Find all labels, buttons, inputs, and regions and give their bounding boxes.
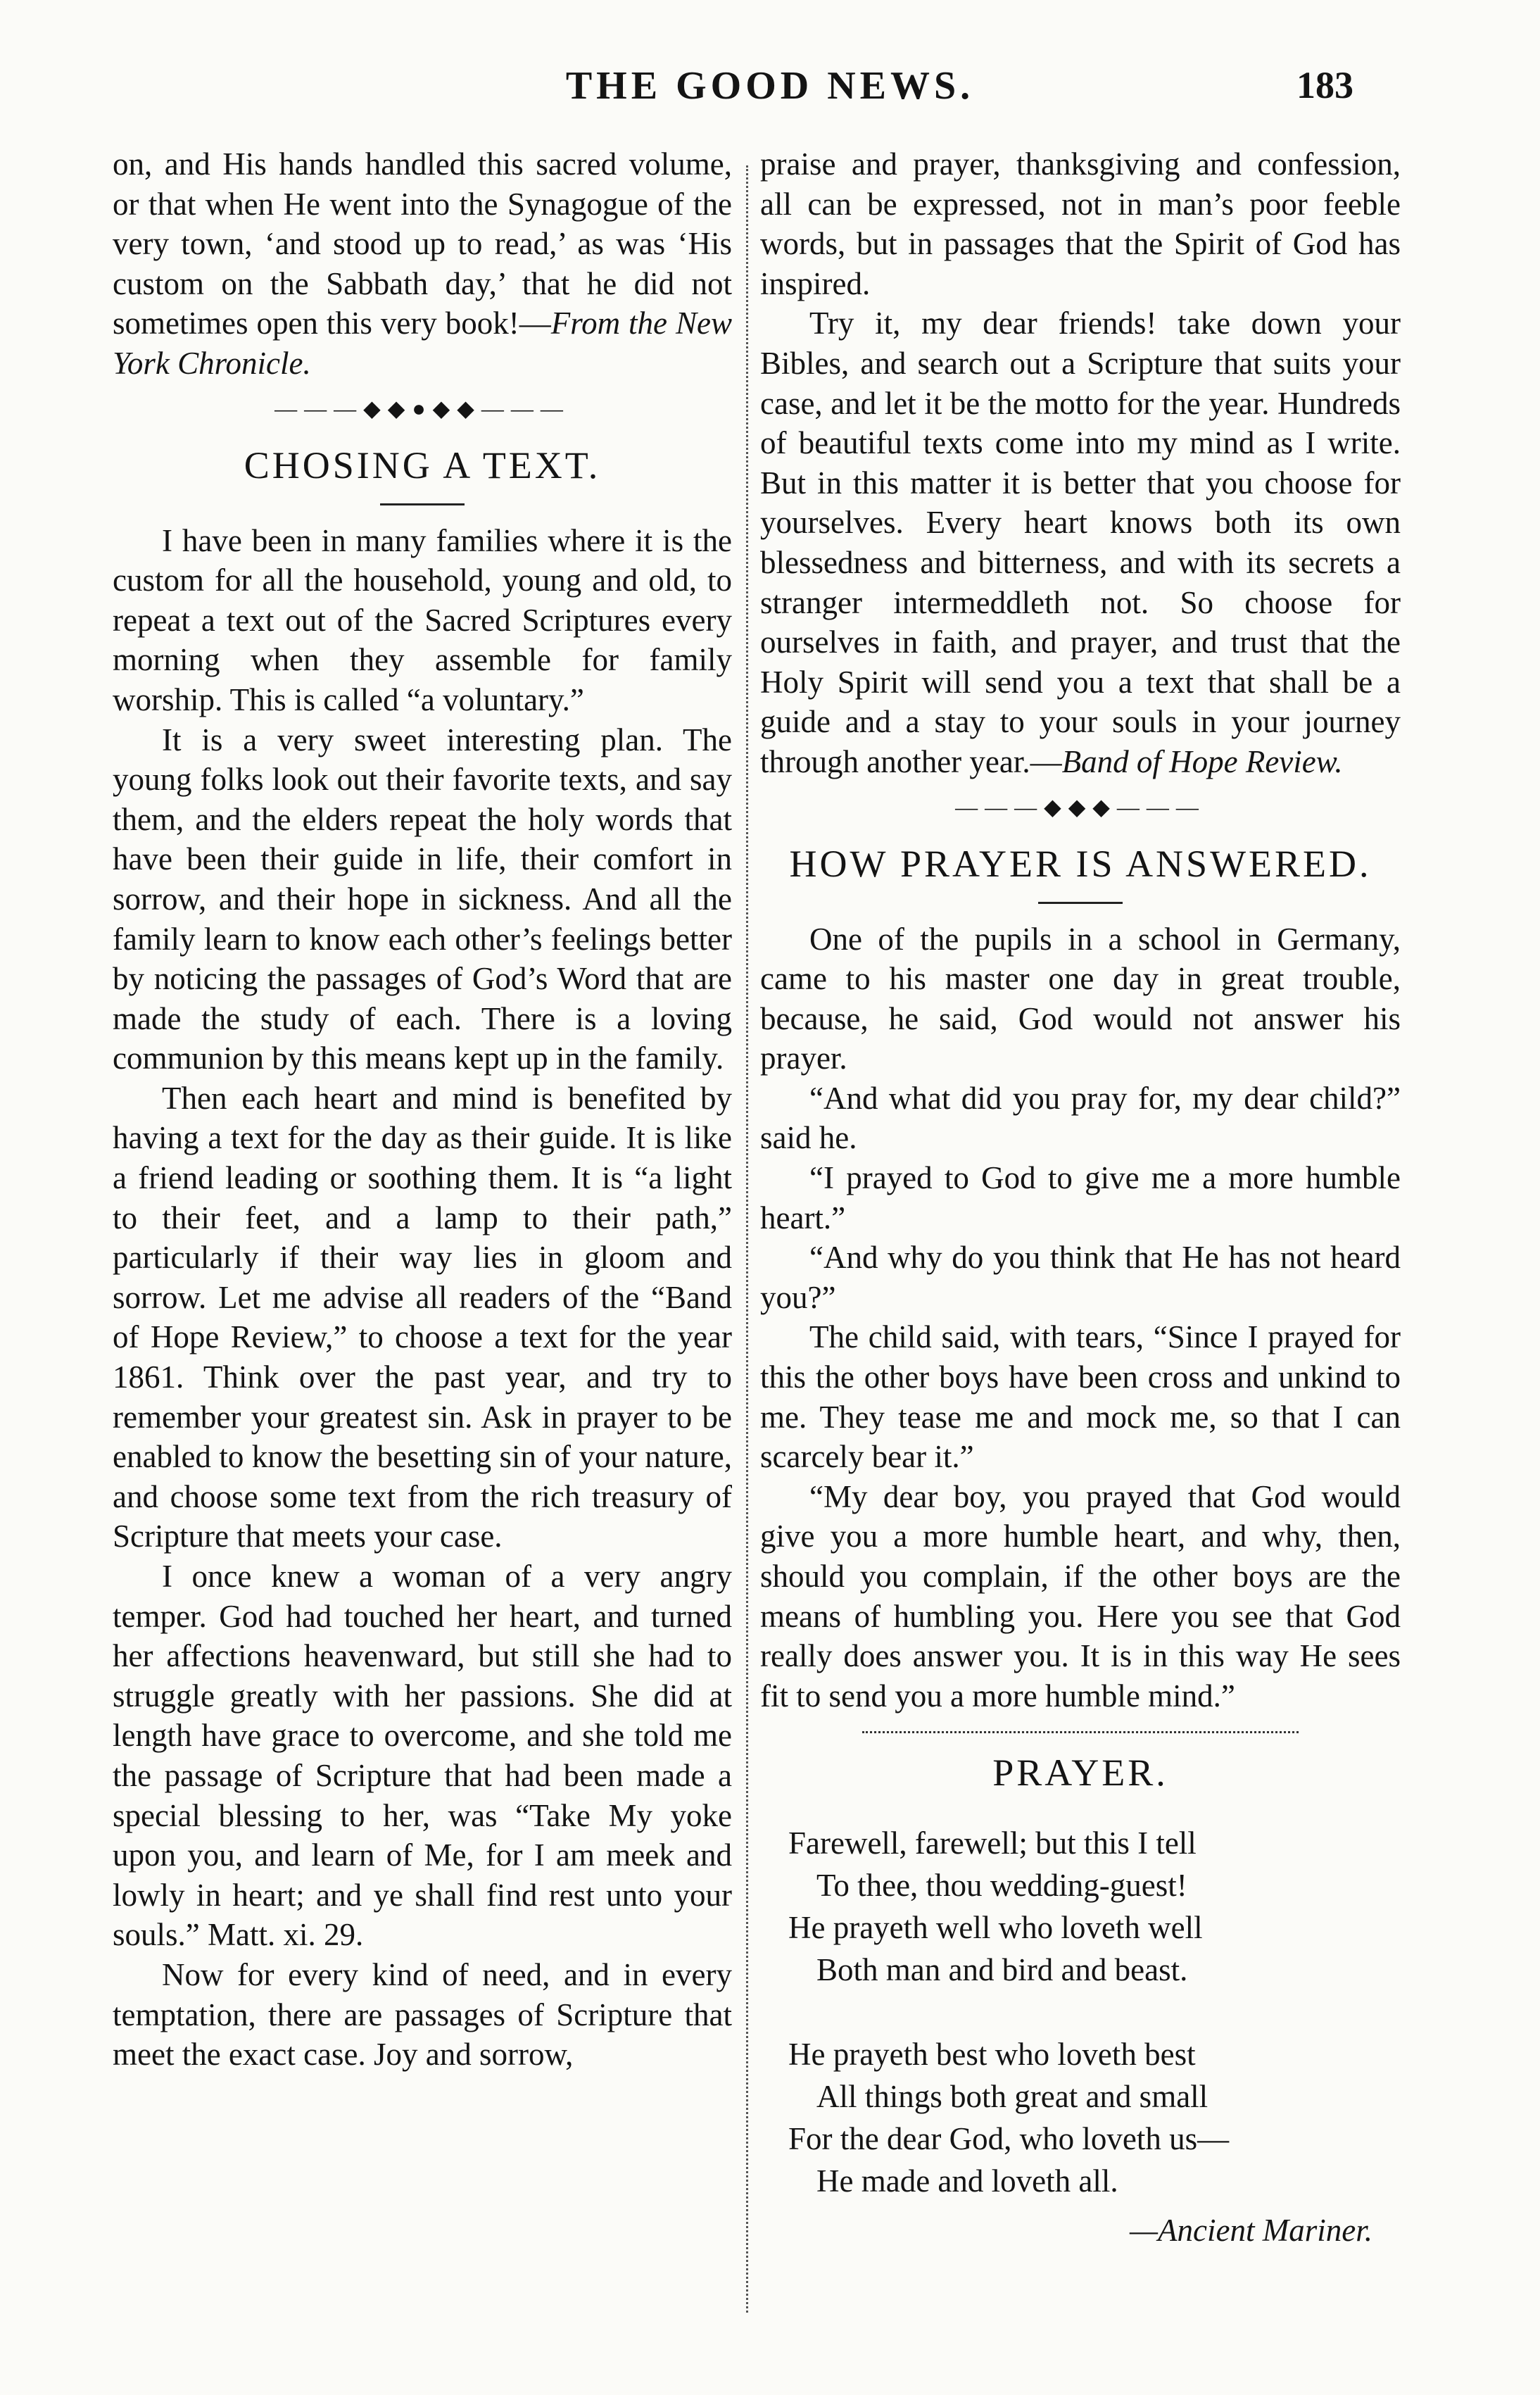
right-column [760, 144, 1401, 2313]
poem-attribution: —Ancient Mariner. [1130, 2213, 1372, 2249]
article-source: Band of Hope Review. [1061, 743, 1343, 779]
article-paragraph: “My dear boy, you prayed that God would give you a more humble heart, and why, then, should you complain, if the other boys are the means of humbling you. Here you see that God really does answer you. It is in this way He sees fit to send you a more humble mind.” [760, 1478, 1401, 1714]
article-paragraph: praise and prayer, thanksgiving and confession, all can be expressed, not in man’s poor feeble words, but in passages that the Spirit of God has inspired. [760, 146, 1401, 301]
poem-line: All things both great and small [816, 2079, 1208, 2115]
section-rule [862, 1731, 1299, 1733]
newspaper-title: THE GOOD NEWS. [565, 64, 975, 108]
article-paragraph: “And why do you think that He has not heard you?” [760, 1240, 1401, 1315]
continued-paragraph [113, 144, 732, 384]
title-rule [1038, 902, 1123, 904]
article-paragraph: “I prayed to God to give me a more humble heart.” [760, 1160, 1401, 1236]
article-title-chosing-a-text: CHOSING A TEXT. [244, 444, 601, 486]
article-paragraph: Then each heart and mind is benefited by having a text for the day as their guide. It is like a friend leading or soothing them. It is “a light to their feet, and a lamp to their path,” particularly if their way lies in gloom and sorrow. Let me advise all readers of the “Band of Hope Review,” to choose a text for the year 1861. Think over the past year, and try to remember your greatest sin. Ask in prayer to be enabled to know the besetting sin of your nature, and choose some text from the rich treasury of Scripture that meets your case. [113, 1080, 732, 1554]
ornament-divider: ———◆◆◆——— [955, 793, 1206, 819]
poem-line: He made and loveth all. [816, 2163, 1118, 2199]
article-paragraph: It is a very sweet interesting plan. The young folks look out their favorite texts, and say them, and the elders repeat the holy words that have been their guide in life, their comfort in sorrow, and their hope in sickness. And all the family learn to know each other’s feelings better by noticing the passages of God’s Word that are made the study of each. There is a loving communion by this means kept up in the family. [113, 722, 732, 1076]
page-header [0, 63, 1540, 134]
article-paragraph: Now for every kind of need, and in every temptation, there are passages of Scripture that meet the exact case. Joy and sorrow, [113, 1956, 732, 2073]
poem-title: PRAYER. [992, 1752, 1168, 1794]
poem-line: For the dear God, who loveth us— [788, 2121, 1230, 2157]
poem-line: He prayeth well who loveth well [788, 1910, 1203, 1946]
poem-line: He prayeth best who loveth best [788, 2037, 1196, 2073]
article-paragraph: I have been in many families where it is the custom for all the household, young and old, to repeat a text out of the Sacred Scriptures every morning when they assemble for family worship. This is called “a voluntary.” [113, 522, 732, 717]
article-paragraph-closing [760, 303, 1401, 781]
article-paragraph-text: Try it, my dear friends! take down your Bibles, and search out a Scripture that suits your case, and let it be the motto for the year. Hundreds of beautiful texts come into my mind as I write. But in this matter it is better that you choose for yourselves. Every heart knows both its own blessedness and bitterness, and with its secrets a stranger intermeddleth not. So choose for ourselves in faith, and prayer, and trust that the Holy Spirit will send you a text that shall be a guide and a stay to your souls in your journey through another year.— [760, 306, 1401, 779]
ornament-divider: ———◆◆●◆◆——— [274, 395, 570, 421]
poem-line: To thee, thou wedding-guest! [816, 1868, 1187, 1904]
poem-line: Both man and bird and beast. [816, 1952, 1188, 1988]
title-rule [380, 503, 465, 505]
article-title-how-prayer-is-answered: HOW PRAYER IS ANSWERED. [789, 842, 1372, 885]
article-paragraph: “And what did you pray for, my dear child?” said he. [760, 1080, 1401, 1156]
column-divider [746, 165, 748, 2313]
left-column [113, 144, 732, 2313]
stanza-gap [760, 1991, 1401, 2033]
poem-line: Farewell, farewell; but this I tell [788, 1825, 1197, 1861]
continued-source: From the New York Chronicle. [113, 306, 732, 381]
article-paragraph: I once knew a woman of a very angry temper. God had touched her heart, and turned her affections heavenward, but still she had to struggle greatly with her passions. She did at length have grace to overcome, and she told me the passage of Scripture that had been made a special blessing to her, was “Take My yoke upon you, and learn of Me, for I am meek and lowly in heart; and ye shall find rest unto your souls.” Matt. xi. 29. [113, 1559, 732, 1953]
page-number: 183 [1296, 64, 1353, 106]
poem [760, 1822, 1401, 2251]
continued-text: on, and His hands handled this sacred volume, or that when He went into the Synagogue of the very town, ‘and stood up to read,’ as was ‘His custom on the Sabbath day,’ that he did not sometimes open this very book!— [113, 146, 732, 341]
article-paragraph: The child said, with tears, “Since I prayed for this the other boys have been cross and unkind to me. They tease me and mock me, so that I can scarcely bear it.” [760, 1319, 1401, 1475]
article-paragraph: One of the pupils in a school in Germany, came to his master one day in great trouble, because, he said, God would not answer his prayer. [760, 921, 1401, 1076]
